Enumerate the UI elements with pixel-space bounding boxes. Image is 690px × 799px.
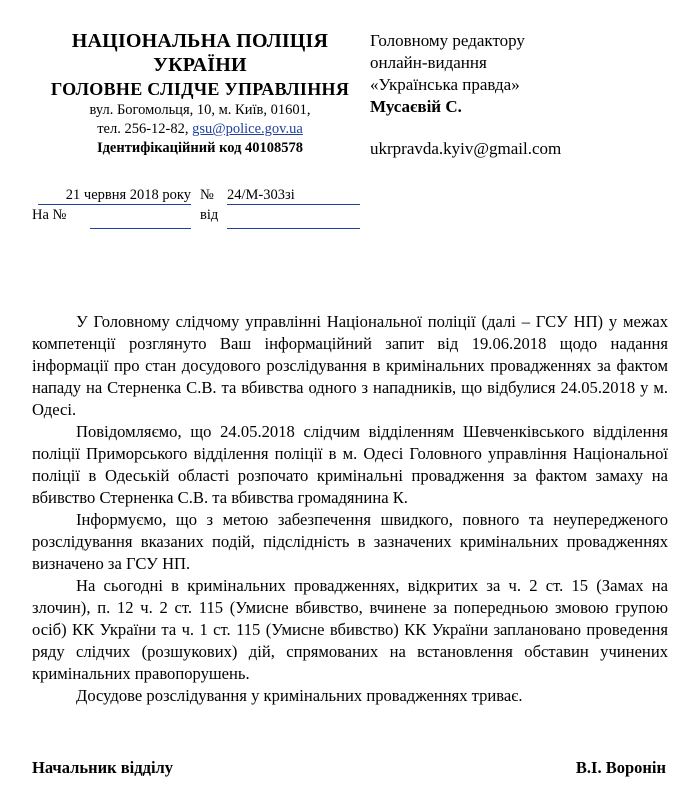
recipient-line1: Головному редактору — [370, 31, 525, 50]
letter-date: 21 червня 2018 року — [38, 186, 191, 205]
body-paragraph-4: На сьогодні в кримінальних провадженнях, відкритих за ч. 2 ст. 15 (Замах на злочин), п. 12 ч. 2 ст. 115 (Умисне вбивство, вчинене за попередньою змовою групою осіб) КК України та ч. 1 ст. 115 (Умисне вбивство) КК України заплановано проведення ряду слідчих (розшукових) дій, спрямованих на встановлення обставин учинених кримінальних правопорушень. — [32, 576, 668, 683]
recipient-line2: онлайн-видання — [370, 53, 487, 72]
department-name: ГОЛОВНЕ СЛІДЧЕ УПРАВЛІННЯ — [50, 79, 350, 99]
org-name-line1: НАЦІОНАЛЬНА ПОЛІЦІЯ — [71, 30, 329, 52]
reply-number-blank — [90, 206, 191, 229]
reply-to-label: На № — [32, 207, 67, 223]
body-paragraph-1: У Головному слідчому управлінні Національної поліції (далі – ГСУ НП) у межах компетенції розглянуто Ваш інформаційний запит від 19.06.2018 щодо надання інформації про стан досудового розслідування в кримінальних провадженнях за фактом нападу на Стерненка С.В. та вбивства одного з нападників, що відбулися 24.05.2018 у м. Одесі. — [32, 312, 668, 419]
recipient-email: ukrpravda.kyiv@gmail.com — [370, 139, 562, 158]
recipient-line3: «Українська правда» — [370, 75, 520, 94]
reply-date-blank — [227, 206, 360, 229]
recipient-name: Мусаєвій С. — [370, 97, 462, 116]
sender-email-link[interactable]: gsu@police.gov.ua — [192, 121, 303, 137]
from-label: від — [200, 207, 219, 223]
org-name-line2: УКРАЇНИ — [153, 54, 247, 76]
sender-address: вул. Богомольця, 10, м. Київ, 01601, — [89, 102, 311, 118]
sender-phone: тел. 256-12-82, — [97, 121, 193, 137]
number-label: № — [200, 187, 214, 203]
letter-number: 24/М-303зі — [227, 186, 360, 205]
sender-block — [30, 29, 370, 158]
body-paragraph-5: Досудове розслідування у кримінальних провадженнях триває. — [76, 686, 523, 705]
body-paragraph-3: Інформуємо, що з метою забезпечення швидкого, повного та неупередженого розслідування вказаних подій, підслідність в зазначених кримінальних провадженнях визначено за ГСУ НП. — [32, 510, 668, 573]
recipient-block — [370, 30, 670, 160]
signature-position: Начальник відділу — [32, 758, 174, 777]
body-paragraph-2: Повідомляємо, що 24.05.2018 слідчим відділенням Шевченківського відділення поліції Приморського відділення поліції в м. Одесі Головного управління Національної поліції в Одеській області розпочато кримінальні провадження за фактом замаху на вбивство Стерненка С.В. та вбивства громадянина К. — [32, 422, 668, 507]
sender-contacts — [30, 120, 370, 139]
signature-name: В.І. Воронін — [575, 758, 666, 777]
letter-body — [32, 311, 668, 707]
identification-code: Ідентифікаційний код 40108578 — [96, 140, 304, 156]
